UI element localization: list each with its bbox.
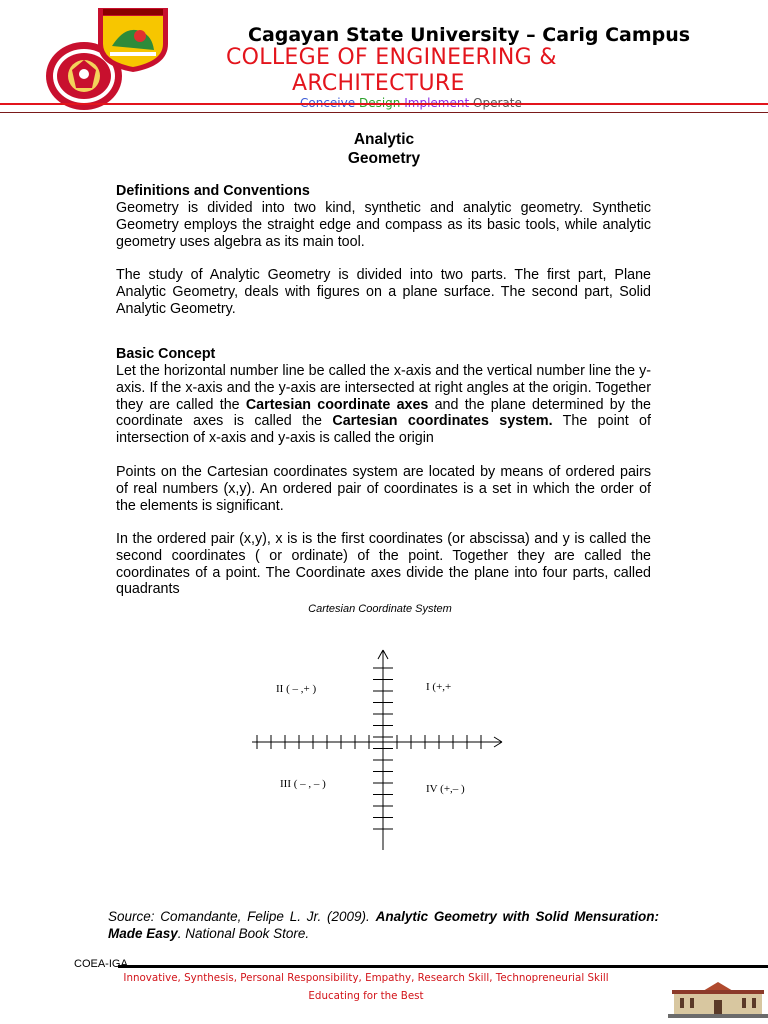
term-cartesian-axes: Cartesian coordinate axes [245,396,429,413]
header-rule-red [0,103,768,105]
quadrant-2-label: II ( – ,+ ) [276,683,317,695]
university-name: Cagayan State University – Carig Campus [248,24,691,46]
header-rule-dark [0,112,768,113]
footer-document-code: COEA-IGA [74,958,128,970]
basic-concept-paragraph-1 [116,363,651,447]
basic-concept-heading: Basic Concept [116,346,216,362]
quadrant-4-label: IV (+,– ) [426,783,465,795]
document-title-line1: Analytic [353,131,415,148]
basic-concept-paragraph-2: Points on the Cartesian coordinates system are located by means of ordered pairs of real numbers (x,y). An ordered pair of coordinates is a set in which the order of the elements is significant. [116,464,651,514]
tagline-word-3: Implement [404,96,470,110]
college-name-line2: ARCHITECTURE [292,71,465,96]
x-axis-arrow [494,742,502,747]
college-name-line1: COLLEGE OF ENGINEERING & [226,45,557,70]
source-suffix: . National Book Store. [177,925,310,941]
basic-p1-part-a: Let the horizontal number line be called the x-axis and the vertical number line the y-axis. If the x-axis and the y-axis are intersected at right angles at the origin. Together they are called the [116,363,651,413]
y-axis-arrow [383,650,388,659]
source-citation [108,909,659,942]
document-title-line2: Geometry [347,150,421,167]
tagline-word-2: Design [358,96,401,110]
footer-core-values: Innovative, Synthesis, Personal Responsibility, Empathy, Research Skill, Technopreneurial Skill [123,972,609,984]
basic-concept-paragraph-3: In the ordered pair (x,y), x is is the first coordinates (or abscissa) and y is called the second coordinates ( or ordinate) of the point. Together they are called the coordinates of a point. The Coordinate axes divide the plane into four parts, called quadrants [116,531,651,598]
tagline-word-4: Operate [473,96,522,110]
campus-building-icon [668,978,768,1018]
quadrant-1-label: I (+,+ [426,681,452,693]
footer-rule [118,965,768,968]
figure-caption: Cartesian Coordinate System [308,603,452,615]
basic-p1-part-c: and the plane determined by the coordinate axes is called the [116,396,651,430]
footer-motto: Educating for the Best [308,990,424,1002]
university-shield-icon [96,6,170,74]
source-prefix: Source: Comandante, Felipe L. Jr. (2009). [108,909,376,924]
quadrant-3-label: III ( – , – ) [280,778,326,790]
definitions-paragraph-1: Geometry is divided into two kind, synthetic and analytic geometry. Synthetic Geometry employs the straight edge and compass as its basic tools, while analytic geometry uses algebra as its main tool. [116,200,651,250]
definitions-paragraph-2: The study of Analytic Geometry is divided into two parts. The first part, Plane Analytic Geometry, deals with figures on a plane surface. The second part, Solid Analytic Geometry. [116,267,651,317]
cartesian-coordinate-diagram [240,640,520,860]
basic-p1-part-e: The point of intersection of x-axis and y-axis is called the origin [116,413,651,447]
definitions-heading: Definitions and Conventions [116,183,310,199]
tagline-word-1: Conceive [300,96,356,110]
y-axis-arrow [378,650,383,659]
source-book-title: Analytic Geometry with Solid Mensuration: Made Easy [108,909,659,941]
term-cartesian-system: Cartesian coordinates system. [332,413,553,430]
x-axis-arrow [494,737,502,742]
